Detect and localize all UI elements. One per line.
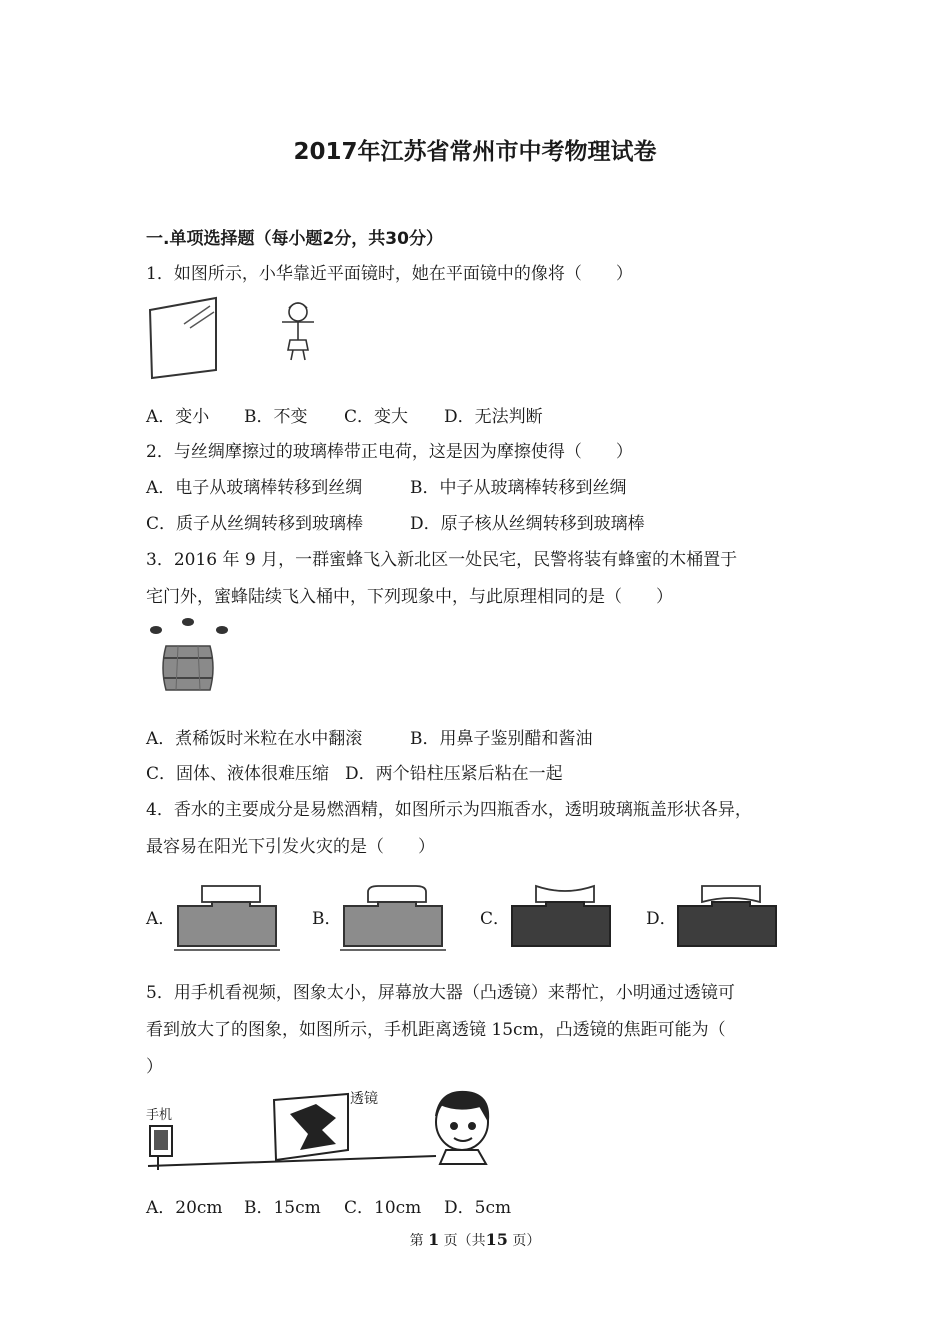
q2-option-a: A．电子从玻璃棒转移到丝绸 (146, 478, 363, 498)
barrel-icon (163, 646, 213, 690)
q2-stem: 2．与丝绸摩擦过的玻璃棒带正电荷，这是因为摩擦使得（ ） (146, 442, 633, 462)
page-title: 2017年江苏省常州市中考物理试卷 (293, 139, 657, 165)
q1-stem: 1．如图所示，小华靠近平面镜时，她在平面镜中的像将（ ） (146, 264, 633, 284)
footer-middle: 页（共 (443, 1233, 486, 1249)
q4-stem-line1: 4．香水的主要成分是易燃酒精，如图所示为四瓶香水，透明玻璃瓶盖形状各异， (146, 800, 752, 820)
q5-figure (140, 1082, 510, 1174)
footer-suffix: 页） (512, 1233, 541, 1249)
q1-option-a: A．变小 (146, 407, 210, 427)
bottle-b-icon (338, 884, 448, 954)
bottle-c-icon (506, 884, 616, 954)
q4-stem-line2: 最容易在阳光下引发火灾的是（ ） (146, 837, 435, 857)
q1-figure (140, 292, 340, 387)
q1-option-c: C．变大 (344, 407, 409, 427)
q3-stem-line1: 3．2016 年 9 月，一群蜜蜂飞入新北区一处民宅，民警将装有蜂蜜的木桶置于 (146, 550, 738, 570)
q3-option-d: D．两个铅柱压紧后粘在一起 (345, 764, 563, 784)
q1-option-d: D．无法判断 (444, 407, 543, 427)
mirror-icon (150, 298, 216, 378)
q4-label-b: B． (312, 909, 342, 929)
q5-option-d: D．5cm (444, 1198, 512, 1218)
q3-option-a: A．煮稀饭时米粒在水中翻滚 (146, 729, 363, 749)
q5-option-c: C．10cm (344, 1198, 422, 1218)
q5-option-b: B．15cm (244, 1198, 321, 1218)
q4-label-c: C． (480, 909, 511, 929)
q2-option-b: B．中子从玻璃棒转移到丝绸 (410, 478, 627, 498)
q5-stem-line3: ） (146, 1057, 163, 1077)
bottle-a-icon (172, 884, 282, 954)
phone-icon (150, 1126, 172, 1170)
q5-option-a: A．20cm (146, 1198, 223, 1218)
q3-option-b: B．用鼻子鉴别醋和酱油 (410, 729, 593, 749)
q4-label-d: D． (646, 909, 677, 929)
q3-figure (140, 612, 240, 697)
q2-option-d: D．原子核从丝绸转移到玻璃棒 (410, 514, 645, 534)
lens-icon (274, 1094, 348, 1160)
bottle-d-icon (672, 884, 782, 954)
footer-page-number: 1 (428, 1230, 440, 1249)
q3-option-c: C．固体、液体很难压缩 (146, 764, 330, 784)
page-footer (0, 1230, 950, 1250)
boy-icon (436, 1092, 488, 1164)
footer-prefix: 第 (409, 1233, 424, 1249)
phone-label: 手机 (146, 1108, 173, 1123)
q5-stem-line1: 5．用手机看视频，图象太小，屏幕放大器（凸透镜）来帮忙，小明通过透镜可 (146, 983, 735, 1003)
footer-total-pages: 15 (485, 1230, 508, 1249)
girl-icon (282, 303, 314, 360)
bee-icon (150, 618, 228, 634)
q5-stem-line2: 看到放大了的图象，如图所示，手机距离透镜 15cm，凸透镜的焦距可能为（ (146, 1020, 726, 1040)
section-heading: 一.单项选择题（每小题2分，共30分） (146, 229, 443, 249)
q1-option-b: B．不变 (244, 407, 308, 427)
q2-option-c: C．质子从丝绸转移到玻璃棒 (146, 514, 364, 534)
q4-label-a: A． (146, 909, 176, 929)
lens-label: 透镜 (350, 1091, 378, 1107)
q3-stem-line2: 宅门外，蜜蜂陆续飞入桶中，下列现象中，与此原理相同的是（ ） (146, 587, 673, 607)
